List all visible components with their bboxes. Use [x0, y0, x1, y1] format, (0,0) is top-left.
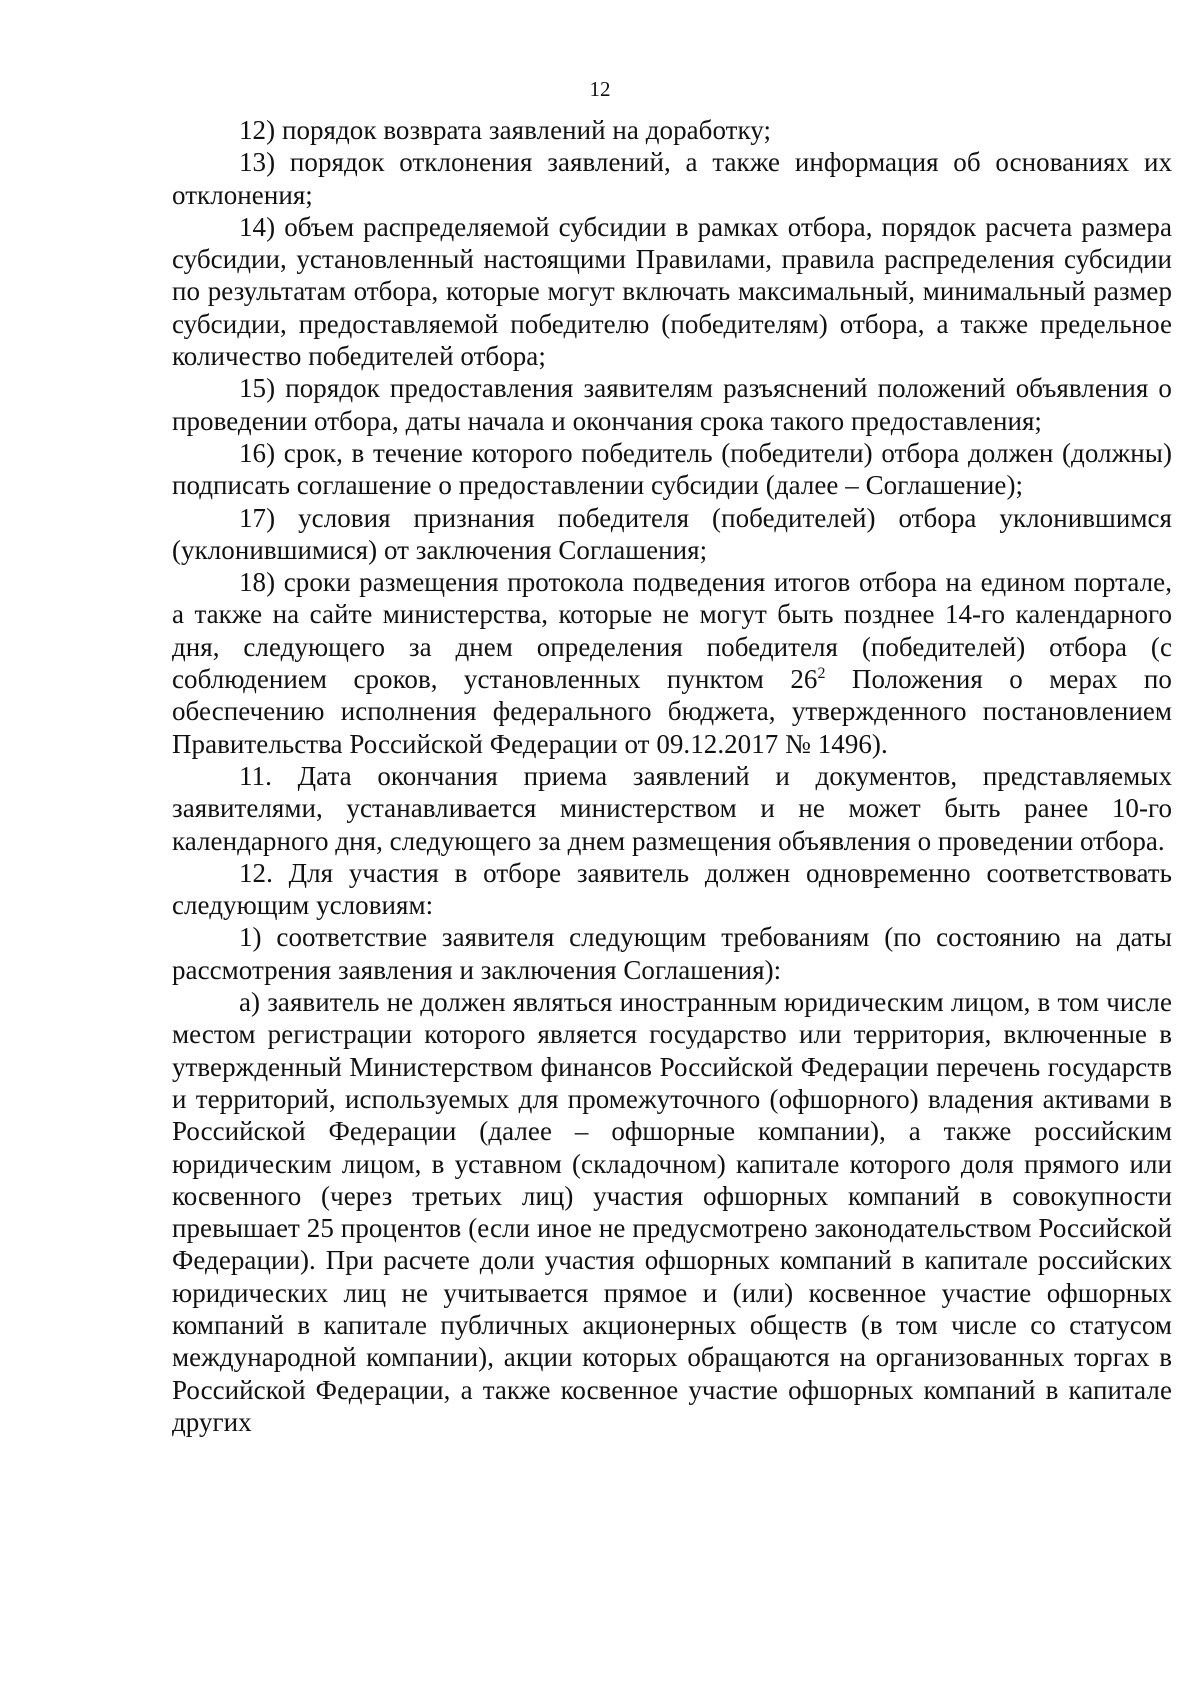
clause-11: 11. Дата окончания приема заявлений и документов, представляемых заявителями, устанавливается министерством и не может быть ранее 10-го календарного дня, следующего за днем размещения объявления о проведении отбора. — [172, 760, 1172, 856]
document-body — [172, 114, 1172, 1438]
page-number: 12 — [589, 77, 611, 101]
list-item-18-text: 18) сроки размещения протокола подведения итогов отбора на едином портале, а также на сайте министерства, которые не могут быть позднее 14-го календарного дня, следующего за днем определения победителя (победителей) отбора (с соблюдением сроков, установленных пунктом 26 — [172, 567, 1172, 695]
list-item-12: 12) порядок возврата заявлений на доработку; — [239, 115, 772, 145]
subcondition-a: а) заявитель не должен являться иностранным юридическим лицом, в том числе местом регистрации которого является государство или территория, включенные в утвержденный Министерством финансов Российской Федерации перечень государств и территорий, используемых для промежуточного (офшорного) владения активами в Российской Федерации (далее – офшорные компании), а также российским юридическим лицом, в уставном (складочном) капитале которого доля прямого или косвенного (через третьих лиц) участия офшорных компаний в совокупности превышает 25 процентов (если иное не предусмотрено законодательством Российской Федерации). При расчете доли участия офшорных компаний в капитале российских юридических лиц не учитывается прямое и (или) косвенное участие офшорных компаний в капитале публичных акционерных обществ (в том числе со статусом международной компании), акции которых обращаются на организованных торгах в Российской Федерации, а также косвенное участие офшорных компаний в капитале других — [172, 987, 1172, 1437]
clause-12: 12. Для участия в отборе заявитель должен одновременно соответствовать следующим условиям: — [172, 857, 1172, 921]
list-item-16: 16) срок, в течение которого победитель (победители) отбора должен (должны) подписать соглашение о предоставлении субсидии (далее – Соглашение); — [172, 437, 1172, 501]
condition-1: 1) соответствие заявителя следующим требованиям (по состоянию на даты рассмотрения заявления и заключения Соглашения): — [172, 922, 1172, 985]
list-item-18-text-end: Положения о мерах по обеспечению исполнения федерального бюджета, утвержденного постановлением Правительства Российской Федерации от 09.12.2017 № 1496). — [172, 664, 1172, 759]
list-item-15: 15) порядок предоставления заявителям разъяснений положений объявления о проведении отбора, даты начала и окончания срока такого предоставления; — [172, 373, 1172, 436]
list-item-14: 14) объем распределяемой субсидии в рамках отбора, порядок расчета размера субсидии, установленный настоящими Правилами, правила распределения субсидии по результатам отбора, которые могут включать максимальный, минимальный размер субсидии, предоставляемой победителю (победителям) отбора, а также предельное количество победителей отбора; — [172, 211, 1172, 372]
list-item-13: 13) порядок отклонения заявлений, а также информация об основаниях их отклонения; — [172, 147, 1172, 210]
list-item-17: 17) условия признания победителя (победителей) отбора уклонившимся (уклонившимися) от заключения Соглашения; — [172, 502, 1172, 565]
superscript-index: 2 — [817, 665, 826, 683]
list-item-18 — [172, 566, 1172, 760]
